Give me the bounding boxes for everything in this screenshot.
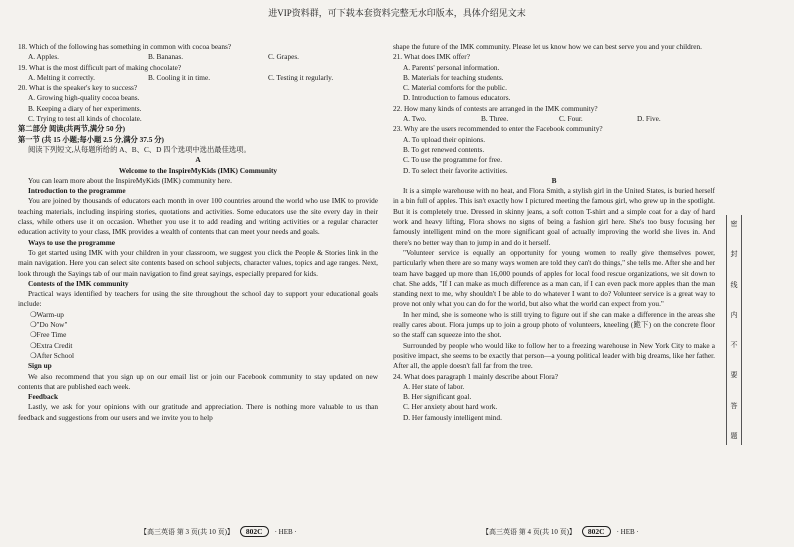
- option: C. Material comforts for the public.: [403, 83, 507, 93]
- paragraph-signup: We also recommend that you sign up on our email list or join our Facebook community to stay updated on new contents that are published each week.: [18, 371, 378, 391]
- passage-a-letter: A: [195, 155, 201, 165]
- option: B. Keeping a diary of her experiments.: [28, 103, 142, 113]
- option: D. To select their favorite activities.: [403, 165, 508, 175]
- paragraph-contests: Practical ways identified by teachers for using the site throughout the school day to support your educational goals include:: [18, 289, 378, 309]
- sidebar-char: 线: [730, 280, 738, 289]
- checklist-item: ❍Free Time: [30, 330, 67, 340]
- paragraph-2: "Volunteer service is equally an opportunity for young women to really give themselves power, particularly when there are so many ways women are told they can't do things," she tells me. After she and her team have bagged up more than 16,000 pounds of apples for local food rescue organizations, we sit down to chat. She adds, "If I can make as much difference as a man can, if I can even pack more apples than the man standing next to me, why shouldn't I be able to do whatever I want to do? Volunteer service is a great way to prove not only what you can do for the world, but also what the world can expect from you.": [393, 247, 716, 309]
- paragraph-continued: shape the future of the IMK community. Please let us know how we can best serve you and your children.: [393, 42, 702, 51]
- option: B. Her significant goal.: [403, 392, 472, 402]
- circle-icon: ❍: [30, 309, 37, 319]
- question-24: 24. What does paragraph 1 mainly describe about Flora?: [393, 371, 559, 381]
- sidebar-char: 答: [730, 401, 738, 410]
- option: A. Apples.: [28, 52, 60, 62]
- heading-ways: Ways to use the programme: [28, 237, 116, 247]
- option: A. To upload their opinions.: [403, 134, 486, 144]
- passage-a-title: Welcome to the InspireMyKids (IMK) Community: [118, 165, 278, 175]
- checklist-item: ❍Extra Credit: [30, 340, 73, 350]
- circle-icon: ❍: [30, 320, 37, 330]
- paragraph-intro: You are joined by thousands of educators each month in over 100 countries around the world who use IMK to provide teaching materials, including inspiring stories, quotations and activities. Some educators use the site every day in their class, while others use it on occasion. Whether you use it to add reading and writing activities or a regular character education activity to your class, IMK provides a wealth of contents that can meet your needs and goals.: [18, 196, 378, 237]
- option: C. Grapes.: [268, 52, 300, 62]
- option: C. Her anxiety about hard work.: [403, 402, 498, 412]
- option: B. Bananas.: [148, 52, 184, 62]
- seal-line-sidebar: [726, 215, 742, 445]
- option: C. Four.: [559, 114, 583, 124]
- paper-code: 802C: [240, 526, 269, 537]
- question-18-options: [18, 52, 378, 62]
- section-1-heading: 第一节 (共 15 小题;每小题 2.5 分,满分 37.5 分): [18, 134, 164, 144]
- question-22: 22. How many kinds of contests are arranged in the IMK community?: [393, 103, 598, 113]
- question-19: 19. What is the most difficult part of making chocolate?: [18, 62, 182, 72]
- option: B. Materials for teaching students.: [403, 72, 504, 82]
- checklist-item: ❍Warm-up: [30, 309, 64, 319]
- sidebar-char: 内: [730, 310, 738, 319]
- circle-icon: ❍: [30, 350, 37, 360]
- paragraph-feedback: Lastly, we ask for your opinions with our gratitude and appreciation. There is nothing more valuable to us than feedback and suggestions from our users and we invite you to help: [18, 402, 378, 422]
- heading-contests: Contests of the IMK community: [28, 278, 129, 288]
- option: B. Three.: [481, 114, 509, 124]
- question-19-options: [18, 73, 378, 83]
- instruction: 阅读下列短文,从每题所给的 A、B、C、D 四个选项中选出最佳选项。: [28, 144, 251, 154]
- page-label: 【高三英语 第 4 页(共 10 页)】: [482, 527, 576, 536]
- footer-left: [140, 526, 297, 537]
- question-18: 18. Which of the following has something in common with cocoa beans?: [18, 42, 232, 51]
- circle-icon: ❍: [30, 330, 37, 340]
- option: A. Melting it correctly.: [28, 72, 96, 82]
- question-23: 23. Why are the users recommended to enter the Facebook community?: [393, 124, 603, 134]
- option: B. To get renewed contents.: [403, 144, 485, 154]
- checklist-item: ❍"Do Now": [30, 320, 68, 330]
- left-column: [18, 42, 378, 423]
- option: C. Trying to test all kinds of chocolate.: [28, 114, 142, 124]
- option: D. Five.: [637, 114, 661, 124]
- heading-intro: Introduction to the programme: [28, 186, 126, 196]
- option: A. Parents' personal information.: [403, 62, 500, 72]
- option: C. Testing it regularly.: [268, 72, 334, 82]
- paragraph-4: Surrounded by people who would like to follow her to a freezing warehouse in New York City to make a positive impact, she seems to be exactly that person—a young political leader with big dreams, like her father. After all, the apple doesn't fall far from the tree.: [393, 340, 715, 371]
- question-22-options: [393, 114, 715, 124]
- heading-feedback: Feedback: [28, 392, 58, 402]
- option: D. Introduction to famous educators.: [403, 93, 511, 103]
- part-2-heading: 第二部分 阅读(共两节,满分 50 分): [18, 124, 126, 134]
- right-column: [393, 42, 715, 423]
- paper-code: 802C: [582, 526, 611, 537]
- option: A. Growing high-quality cocoa beans.: [28, 93, 140, 103]
- edition-tag: · HEB ·: [616, 527, 639, 536]
- paragraph-1: It is a simple warehouse with no heat, and Flora Smith, a stylish girl in the United States, is buried herself in a bin full of apples. This isn't exactly how I pictured meeting the famous girl, who grew up in the spotlight. But it is completely true. Dressed in skinny jeans, a soft cotton T-shirt and a simple coat for a day of hard work and heavy lifting, Flora shows no signs of being a fashion girl here. She's too busy focusing her famously intelligent mind on the more significant goal of actually improving the world she lives in. And there's no better way than to jump in and do it herself.: [393, 186, 715, 247]
- circle-icon: ❍: [30, 340, 37, 350]
- footer-right: [482, 526, 639, 537]
- intro-line: You can learn more about the InspireMyKids (IMK) community here.: [28, 175, 232, 185]
- option: A. Two.: [403, 114, 427, 124]
- sidebar-char: 题: [730, 431, 738, 440]
- sidebar-char: 不: [730, 341, 738, 350]
- top-banner: 进VIP资料群，可下载本套资料完整无水印版本，具体介绍见文末: [268, 8, 526, 18]
- sidebar-char: 要: [730, 371, 738, 380]
- checklist-item: ❍After School: [30, 350, 75, 360]
- option: B. Cooling it in time.: [148, 72, 211, 82]
- paragraph-3: In her mind, she is someone who is still trying to figure out if she can make a difference in the areas she really cares about. Flora jumps up to join a group photo of volunteers, kneeling (跪下) on the concrete floor so the staff can squeeze into the shot.: [393, 309, 715, 340]
- heading-signup: Sign up: [28, 361, 52, 371]
- paragraph-ways: To get started using IMK with your children in your classroom, we suggest you click the People & Stories link in the main navigation. Here you can select site contents based on school subjects, character values, topics and age ranges. Next, look through the Sayings tab of our main navigation to find great sayings, especially prepared for kids.: [18, 247, 378, 278]
- option: A. Her state of labor.: [403, 381, 465, 391]
- question-20: 20. What is the speaker's key to success?: [18, 83, 138, 93]
- edition-tag: · HEB ·: [274, 527, 297, 536]
- passage-b-letter: B: [551, 175, 557, 185]
- option: C. To use the programme for free.: [403, 155, 503, 165]
- option: D. Her famously intelligent mind.: [403, 412, 502, 422]
- sidebar-char: 密: [730, 220, 738, 228]
- page-label: 【高三英语 第 3 页(共 10 页)】: [140, 527, 234, 536]
- question-21: 21. What does IMK offer?: [393, 52, 470, 62]
- sidebar-char: 封: [730, 250, 738, 259]
